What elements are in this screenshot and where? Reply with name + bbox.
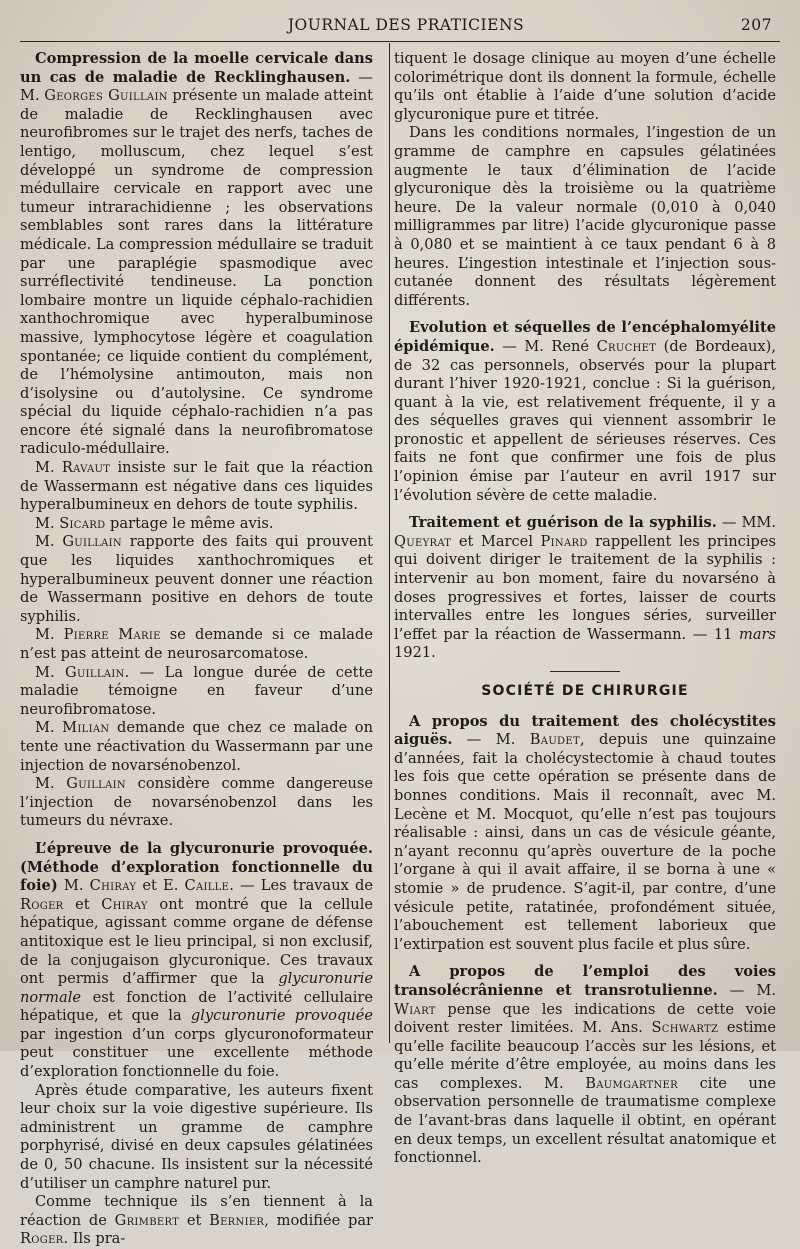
paragraph: M. Guillain. — La longue durée de cette maladie témoigne en faveur d’une neurofibromatose.	[20, 663, 373, 718]
author-name: Grimbert	[114, 1211, 180, 1229]
paragraph: Comme technique ils s’en tiennent à la réaction de Grimbert et Bernier, modifiée par Roger. Ils pra-	[20, 1193, 374, 1248]
article-title: A propos de l’emploi des voies transolécrânienne et transrotulienne.	[394, 963, 776, 999]
running-head	[40, 16, 772, 38]
article-cholecystites: A propos du traitement des cholécystites aiguës. — M. Baudet, depuis une quinzaine d’années, fait la cholécystectomie à chaud toutes les fois que cette opération se présente dans de bonnes conditions. Mais il reconnaît, avec M. Lecène et M. Mocquot, qu’elle n’est pas toujours réalisable : ainsi, dans un cas de vésicule géante, n’ayant reconnu qu’après ouverture de la poche l’organe à qui il avait affaire, il se borna à une « stomie » de prudence. S’agit-il, par contre, d’une vésicule petite, ratatinée, profondément située, l’abouchement est tellement laborieux que l’extirpation est souvent plus facile et plus sûre.	[394, 712, 776, 953]
author-name: Wiart	[394, 1000, 436, 1018]
author-name: Queyrat	[394, 532, 452, 550]
author-name: Schwartz	[651, 1019, 719, 1037]
article-voies-transolecranienne: A propos de l’emploi des voies transolécrânienne et transrotulienne. — M. Wiart pense que les indications de cette voie doivent rester limitées. M. Ans. Schwartz estime qu’elle facilite beaucoup l’accès sur les lésions, et qu’elle mérite d’être employée, au moins dans les cas complexes. M. Baumgartner cite une observation personnelle de traumatisme complexe de l’avant-bras dans laquelle il obtint, en opérant en deux temps, un excellent résultat anatomique et fonctionnel.	[394, 963, 776, 1167]
author-name: Guillain	[64, 663, 125, 681]
journal-title: JOURNAL DES PRATICIENS	[287, 16, 525, 34]
paragraph: M. Milian demande que chez ce malade on tente une réactivation du Wassermann par une injection de novarsénobenzol.	[20, 719, 373, 774]
article-compression-moelle: Compression de la moelle cervicale dans un cas de maladie de Recklinghausen. — M. Georges Guillain présente un malade atteint de maladie de Recklinghausen avec neurofibromes sur le trajet des nerfs, taches de lentigo, molluscum, chez lequel s’est développé un syndrome de compression médullaire cervicale en rapport avec une tumeur intrarachidienne ; les observations semblables sont rares dans la littérature médicale. La compression médullaire se traduit par une paraplégie spasmodique avec surréflectivité tendineuse. La ponction lombaire montre un liquide céphalo-rachidien xanthochromique avec hyperalbuminose massive, lymphocytose légère et coagulation spontanée; ce liquide contient du complément, de l’hémolysine antimouton, mais non d’isolysine ou d’autolysine. Ce syndrome spécial du liquide céphalo-rachidien n’a pas encore été signalé dans la neurofibromatose radiculo-médullaire.	[20, 50, 374, 458]
article-glycuronurie: L’épreuve de la glycuronurie provoquée. (Méthode d’exploration fonctionnelle du foie) M. Chiray et E. Caille. — Les travaux de Roger et Chiray ont montré que la cellule hépatique, agissant comme organe de défense antitoxique est le lieu principal, si non exclusif, de la conjugaison glycuronique. Ces travaux ont permis d’affirmer que la glycuronurie normale est fonction de l’activité cellulaire hépatique, et que la glycuronurie provoquée par ingestion d’un corps glycuronoformateur peut constituer une excellente méthode d’exploration fonctionnelle du foie.	[20, 839, 373, 1081]
article-title: A propos du traitement des cholécystites aiguës.	[394, 712, 776, 749]
paragraph-continued: tiquent le dosage clinique au moyen d’une échelle colorimétrique dont ils donnent la formule, échelle qu’ils ont établie à l’aide d’une solution d’acide glycuronique pure et titrée.	[394, 50, 776, 123]
column-divider	[389, 43, 390, 1043]
section-heading: SOCIÉTÉ DE CHIRURGIE	[481, 683, 689, 699]
right-column	[394, 50, 776, 1168]
author-name: Roger	[20, 895, 64, 913]
header-rule	[20, 41, 780, 42]
paragraph: Après étude comparative, les auteurs fixent leur choix sur la voie digestive supérieure. Ils administrent un gramme de camphre porphyrisé, divisé en deux capsules gélatinées de 0, 50 chacune. Ils insistent sur la nécessité d’utiliser un camphre naturel pur.	[20, 1081, 373, 1192]
paragraph: Dans les conditions normales, l’ingestion de un gramme de camphre en capsules gélatinées augmente le taux d’élimination de l’acide glycuronique dès la troisième ou la quatrième heure. De la valeur normale (0,010 à 0,040 milligrammes par litre) l’acide glycuronique passe à 0,080 et se maintient à ce taux pendant 6 à 8 heures. L’ingestion intestinale et l’injection sous-cutanée donnent des résultats légèrement différents.	[394, 124, 776, 309]
section-separator	[550, 671, 620, 672]
article-encephalomyelite: Evolution et séquelles de l’encéphalomyélite épidémique. — M. René Cruchet (de Bordeaux), de 32 cas personnels, observés pour la plupart durant l’hiver 1920-1921, conclue : Si la guérison, quant à la vie, est relativement fréquente, il y a des séquelles graves qui viennent assombrir le pronostic et appellent de sérieuses réserves. Ces faits ne font que confirmer une fois de plus l’opinion émise par l’auteur en avril 1917 sur l’évolution sévère de cette maladie.	[394, 319, 776, 504]
paragraph: M. Sicard partage le même avis.	[35, 514, 274, 532]
page-number: 207	[740, 16, 772, 34]
paragraph: M. Guillain considère comme dangereuse l’injection de novarsénobenzol dans les tumeurs du névraxe.	[20, 775, 373, 830]
author-name: Chiray	[89, 877, 137, 895]
paragraph: M. Pierre Marie se demande si ce malade n’est pas atteint de neurosarcomatose.	[20, 626, 373, 662]
author-name: Georges Guillain	[44, 87, 168, 105]
left-column	[20, 50, 373, 1249]
paragraph: M. Ravaut insiste sur le fait que la réaction de Wassermann est négative dans ces liquides hyperalbumineux en dehors de toute syphilis.	[20, 459, 373, 514]
paragraph: M. Guillain rapporte des faits qui prouvent que les liquides xanthochromiques et hyperalbumineux peuvent donner une réaction de Wassermann positive en dehors de toute syphilis.	[20, 533, 373, 625]
author-name: Ravaut	[61, 459, 111, 477]
author-name: Pinard	[540, 532, 588, 550]
author-name: Baudet	[529, 731, 580, 749]
author-name: Guillain	[62, 533, 122, 551]
author-name: Sicard	[59, 514, 106, 532]
author-name: Cruchet	[596, 337, 657, 355]
author-name: Guillain	[66, 775, 126, 793]
author-name: Caille	[184, 877, 230, 895]
article-title: Compression de la moelle cervicale dans un cas de maladie de Recklinghausen.	[20, 50, 373, 86]
author-name: Pierre Marie	[63, 626, 161, 644]
author-name: Chiray	[101, 895, 148, 913]
author-name: Bernier	[209, 1211, 265, 1229]
author-name: Roger	[20, 1230, 64, 1248]
article-title: Traitement et guérison de la syphilis.	[409, 514, 717, 532]
article-title: Evolution et séquelles de l’encéphalomyélite épidémique.	[394, 319, 776, 355]
author-name: Milian	[62, 719, 110, 737]
article-title: L’épreuve de la glycuronurie provoquée. (Méthode d’exploration fonctionnelle du foie)	[20, 839, 373, 895]
article-syphilis: Traitement et guérison de la syphilis. — MM. Queyrat et Marcel Pinard rappellent les principes qui doivent diriger le traitement de la syphilis : intervenir au bon moment, faire du novarséno à doses progressives et fortes, laisser de courts intervalles entre les longues séries, surveiller l’effet par la réaction de Wassermann. — 11 mars 1921.	[394, 514, 776, 662]
author-name: Baumgartner	[585, 1074, 678, 1092]
